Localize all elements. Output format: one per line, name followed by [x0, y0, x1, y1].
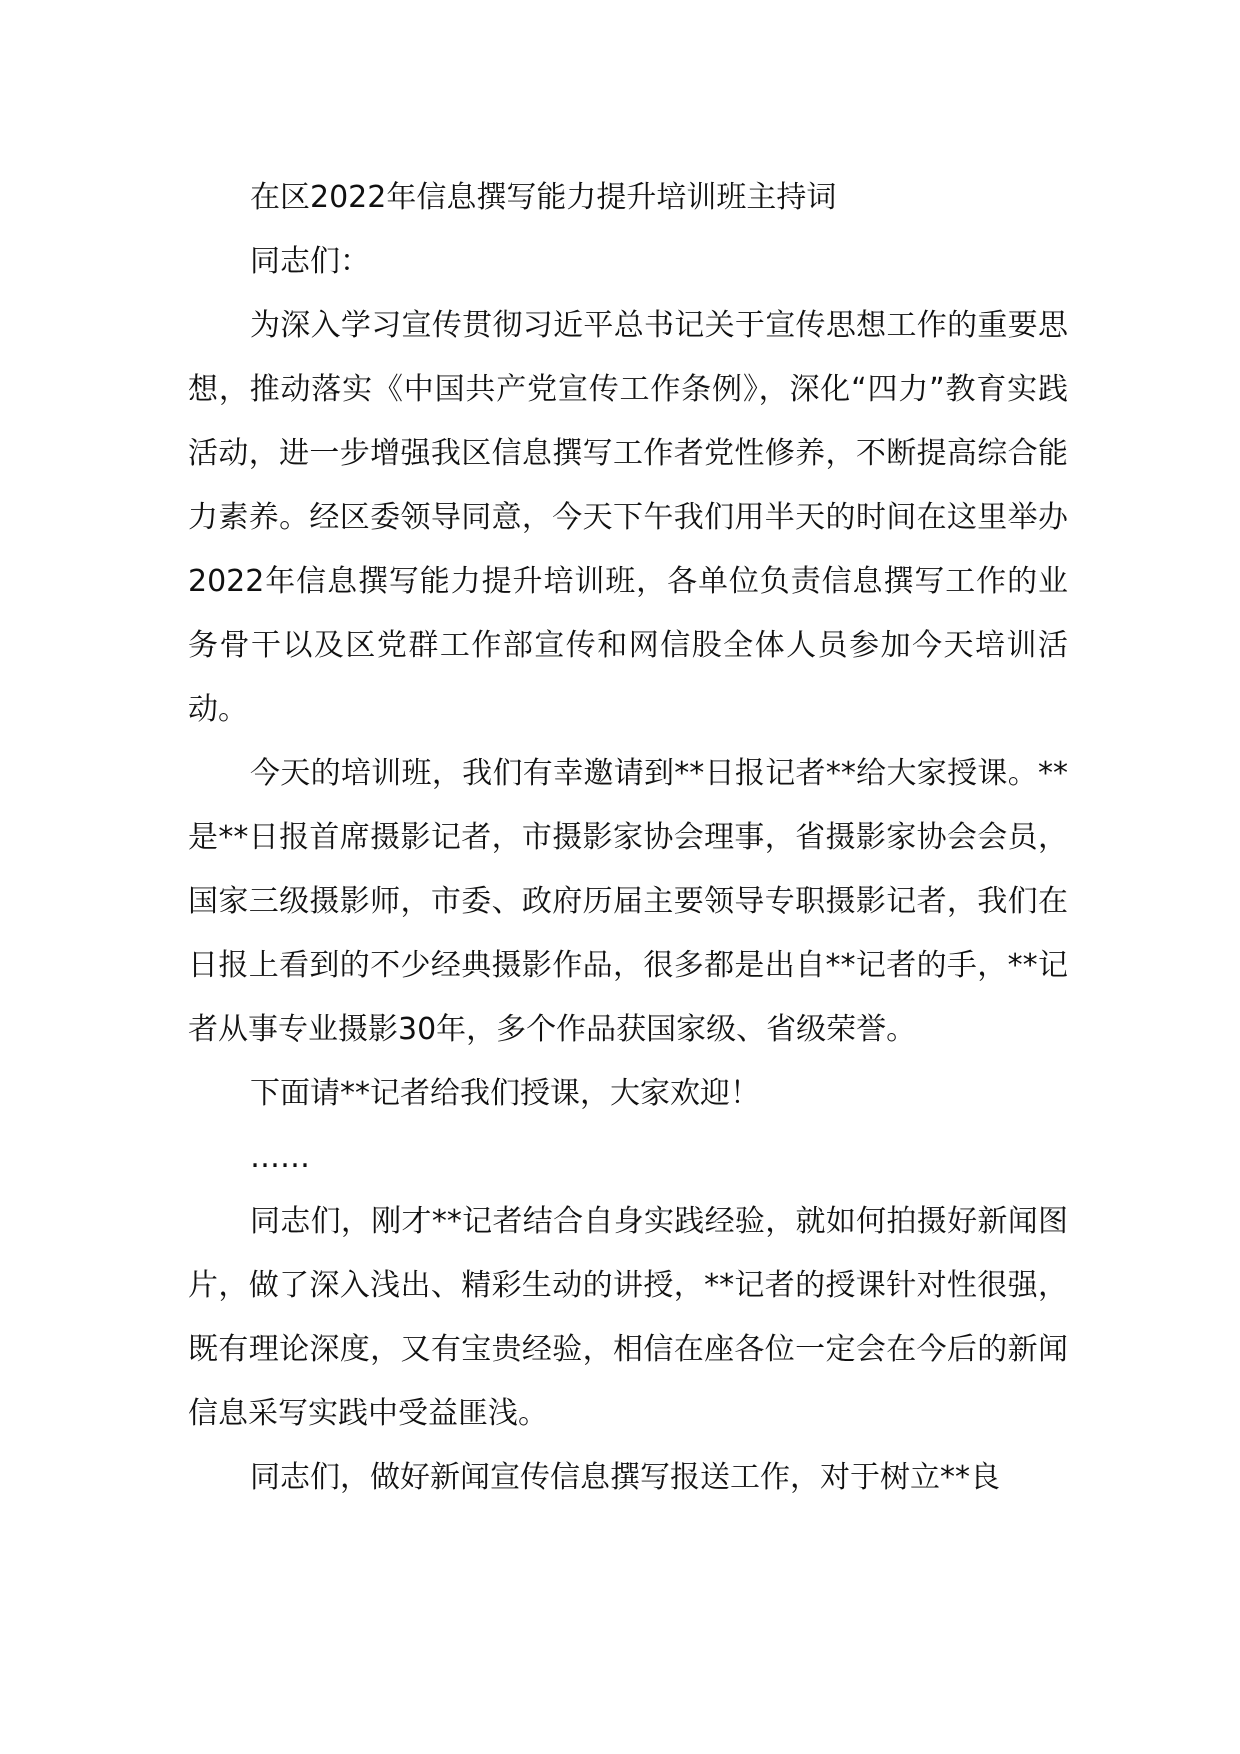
- paragraph-instructor-intro: 今天的培训班，我们有幸邀请到**日报记者**给大家授课。**是**日报首席摄影记者，市摄影家协会理事，省摄影家协会会员，国家三级摄影师，市委、政府历届主要领导专职摄影记者，我们在日报上看到的不少经典摄影作品，很多都是出自**记者的手，**记者从事专业摄影30年，多个作品获国家级、省级荣誉。: [188, 756, 1068, 1047]
- paragraph-closing: 同志们，做好新闻宣传信息撰写报送工作，对于树立**良: [250, 1460, 1000, 1495]
- document-title: 在区2022年信息撰写能力提升培训班主持词: [250, 180, 837, 215]
- paragraph-welcome: 下面请**记者给我们授课，大家欢迎！: [250, 1076, 760, 1111]
- paragraph-ellipsis: ……: [250, 1140, 310, 1175]
- salutation: 同志们：: [250, 244, 370, 279]
- document-body: [188, 166, 1068, 1510]
- paragraph-summary: 同志们，刚才**记者结合自身实践经验，就如何拍摄好新闻图片，做了深入浅出、精彩生动的讲授，**记者的授课针对性很强，既有理论深度，又有宝贵经验，相信在座各位一定会在今后的新闻信息采写实践中受益匪浅。: [188, 1204, 1068, 1431]
- paragraph-opening: 为深入学习宣传贯彻习近平总书记关于宣传思想工作的重要思想，推动落实《中国共产党宣传工作条例》，深化“四力”教育实践活动，进一步增强我区信息撰写工作者党性修养，不断提高综合能力素养。经区委领导同意，今天下午我们用半天的时间在这里举办2022年信息撰写能力提升培训班，各单位负责信息撰写工作的业务骨干以及区党群工作部宣传和网信股全体人员参加今天培训活动。: [188, 308, 1068, 727]
